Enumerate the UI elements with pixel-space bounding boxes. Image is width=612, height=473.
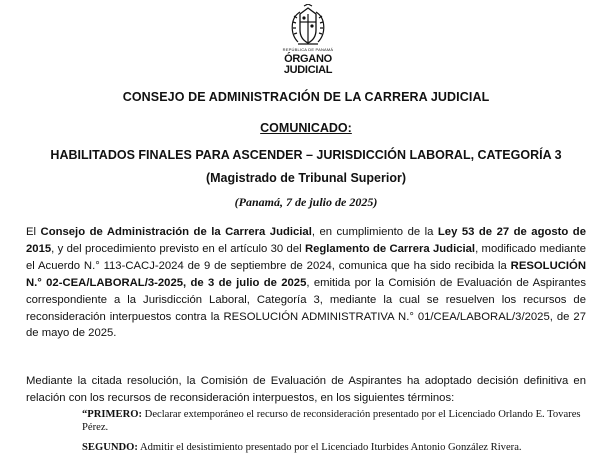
dateline: (Panamá, 7 de julio de 2025) (234, 195, 378, 209)
term-primero (82, 409, 582, 434)
logo-caption-country: REPÚBLICA DE PANAMÁ (282, 47, 334, 52)
judiciary-seal-icon (276, 4, 340, 48)
law-reference: Ley 53 de 27 de agosto de 2015 (26, 226, 586, 255)
term-label: SEGUNDO: (82, 442, 138, 453)
term-text: Declarar extemporáneo el recurso de reconsideración presentado por el Licenciado Orlando E. Tovares Pérez. (82, 409, 581, 433)
p1-text: , en cumplimiento de la (311, 226, 438, 238)
institution-logo (276, 4, 340, 80)
body-paragraph-1 (26, 224, 586, 342)
document-title: HABILITADOS FINALES PARA ASCENDER – JURISDICCIÓN LABORAL, CATEGORÍA 3 (50, 148, 562, 162)
term-segundo (82, 442, 582, 455)
council-name: Consejo de Administración de la Carrera Judicial (40, 226, 312, 238)
logo-caption-organo: ÓRGANO (284, 53, 332, 65)
body-paragraph-2: Mediante la citada resolución, la Comisión de Evaluación de Aspirantes ha adoptado decisión definitiva en relación con los recursos de reconsideración interpuestos, en los siguientes términos: (26, 375, 586, 404)
resolution-reference: RESOLUCIÓN N.° 02-CEA/LABORAL/3-2025, de 3 de julio de 2025 (26, 259, 586, 289)
council-heading: CONSEJO DE ADMINISTRACIÓN DE LA CARRERA JUDICIAL (122, 90, 490, 104)
p1-text: El (26, 226, 41, 238)
p1-text: , y del procedimiento previsto en el artículo 30 del (51, 242, 305, 255)
term-label: “PRIMERO: (82, 409, 143, 420)
document-subtitle: (Magistrado de Tribunal Superior) (205, 171, 407, 185)
regulation-reference: Reglamento de Carrera Judicial (304, 242, 476, 255)
p1-text: , modificado mediante el Acuerdo N.° 113-CACJ-2024 de 9 de septiembre de 2024, comunica que ha sido recibida la (26, 242, 586, 272)
term-text: Admitir el desistimiento presentado por el Licenciado Iturbides Antonio González Rivera. (137, 442, 522, 453)
logo-caption-judicial: JUDICIAL (283, 64, 333, 76)
p1-text: , emitida por la Comisión de Evaluación de Aspirantes correspondiente a la Jurisdicción Laboral, Categoría 3, mediante la cual se resuelven los recursos de reconsideración interpuestos contra la RESOLUCIÓN ADMINISTRATIVA N.° 01/CEA/LABORAL/3/2025, de 27 de mayo de 2025. (26, 276, 586, 340)
comunicado-heading: COMUNICADO: (260, 121, 352, 135)
